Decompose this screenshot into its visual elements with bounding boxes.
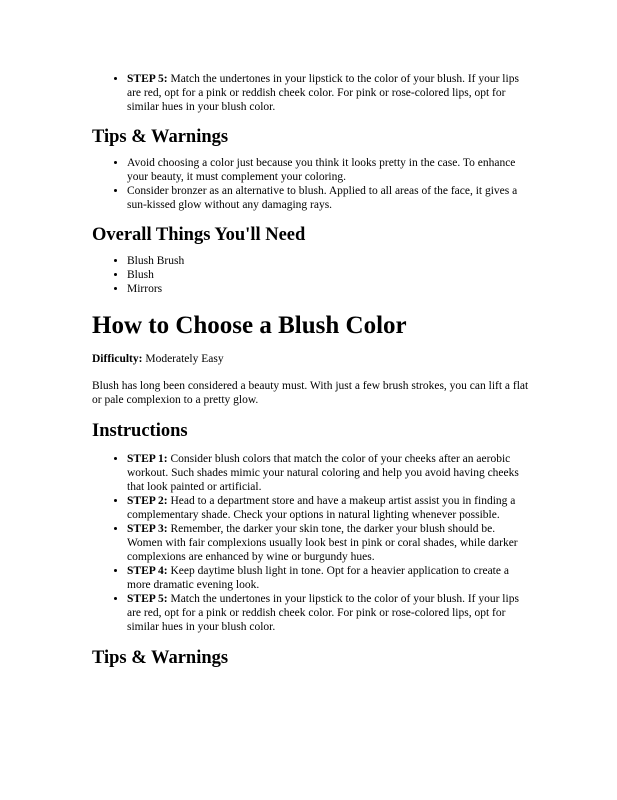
step-text: Match the undertones in your lipstick to the color of your blush. If your lips are red, opt for a pink or reddish cheek color. For pink or rose-colored lips, opt for similar hues in your blush color. [127, 593, 519, 633]
continued-steps-list [92, 72, 532, 114]
difficulty-line [92, 352, 532, 366]
list-item [127, 72, 532, 114]
step-text: Remember, the darker your skin tone, the darker your blush should be. Women with fair complexions usually look best in pink or coral shades, while darker complexions are enhanced by wine or burgundy hues. [127, 523, 518, 563]
document-page [92, 70, 532, 669]
list-item [127, 592, 532, 634]
difficulty-label: Difficulty: [92, 353, 143, 365]
list-item: • Consider bronzer as an alternative to blush. Applied to all areas of the face, it gives a sun-kissed glow without any damaging rays. [127, 184, 532, 212]
step-label: STEP 5: [127, 73, 168, 85]
tips-list [92, 156, 532, 212]
step-label: STEP 2: [127, 495, 168, 507]
needs-list [92, 254, 532, 296]
step-text: Consider blush colors that match the color of your cheeks after an aerobic workout. Such shades mimic your natural coloring and help you avoid having cheeks that look painted or artificial. [127, 453, 519, 493]
article-title: How to Choose a Blush Color [92, 312, 407, 339]
list-item: • Mirrors [127, 282, 532, 296]
step-text: Keep daytime blush light in tone. Opt for a heavier application to create a more dramatic evening look. [127, 565, 509, 591]
list-item [127, 564, 532, 592]
list-item [127, 494, 532, 522]
step-label: STEP 5: [127, 593, 168, 605]
step-label: STEP 4: [127, 565, 168, 577]
difficulty-value: Moderately Easy [142, 353, 224, 365]
instructions-list [92, 452, 532, 634]
step-label: STEP 1: [127, 453, 168, 465]
tips-heading: Tips & Warnings [92, 127, 229, 147]
instructions-heading: Instructions [92, 421, 188, 441]
list-item: • Avoid choosing a color just because you think it looks pretty in the case. To enhance your beauty, it must complement your coloring. [127, 156, 532, 184]
needs-heading: Overall Things You'll Need [92, 225, 306, 245]
intro-paragraph: Blush has long been considered a beauty must. With just a few brush strokes, you can lift a flat or pale complexion to a pretty glow. [92, 380, 529, 406]
list-item [127, 522, 532, 564]
list-item: • Blush Brush [127, 254, 532, 268]
step-text: Match the undertones in your lipstick to the color of your blush. If your lips are red, opt for a pink or reddish cheek color. For pink or rose-colored lips, opt for similar hues in your blush color. [127, 73, 519, 113]
list-item: • Blush [127, 268, 532, 282]
step-text: Head to a department store and have a makeup artist assist you in finding a complementary shade. Check your options in natural lighting whenever possible. [127, 495, 516, 521]
tips-heading-2: Tips & Warnings [92, 648, 229, 668]
step-label: STEP 3: [127, 523, 168, 535]
list-item [127, 452, 532, 494]
